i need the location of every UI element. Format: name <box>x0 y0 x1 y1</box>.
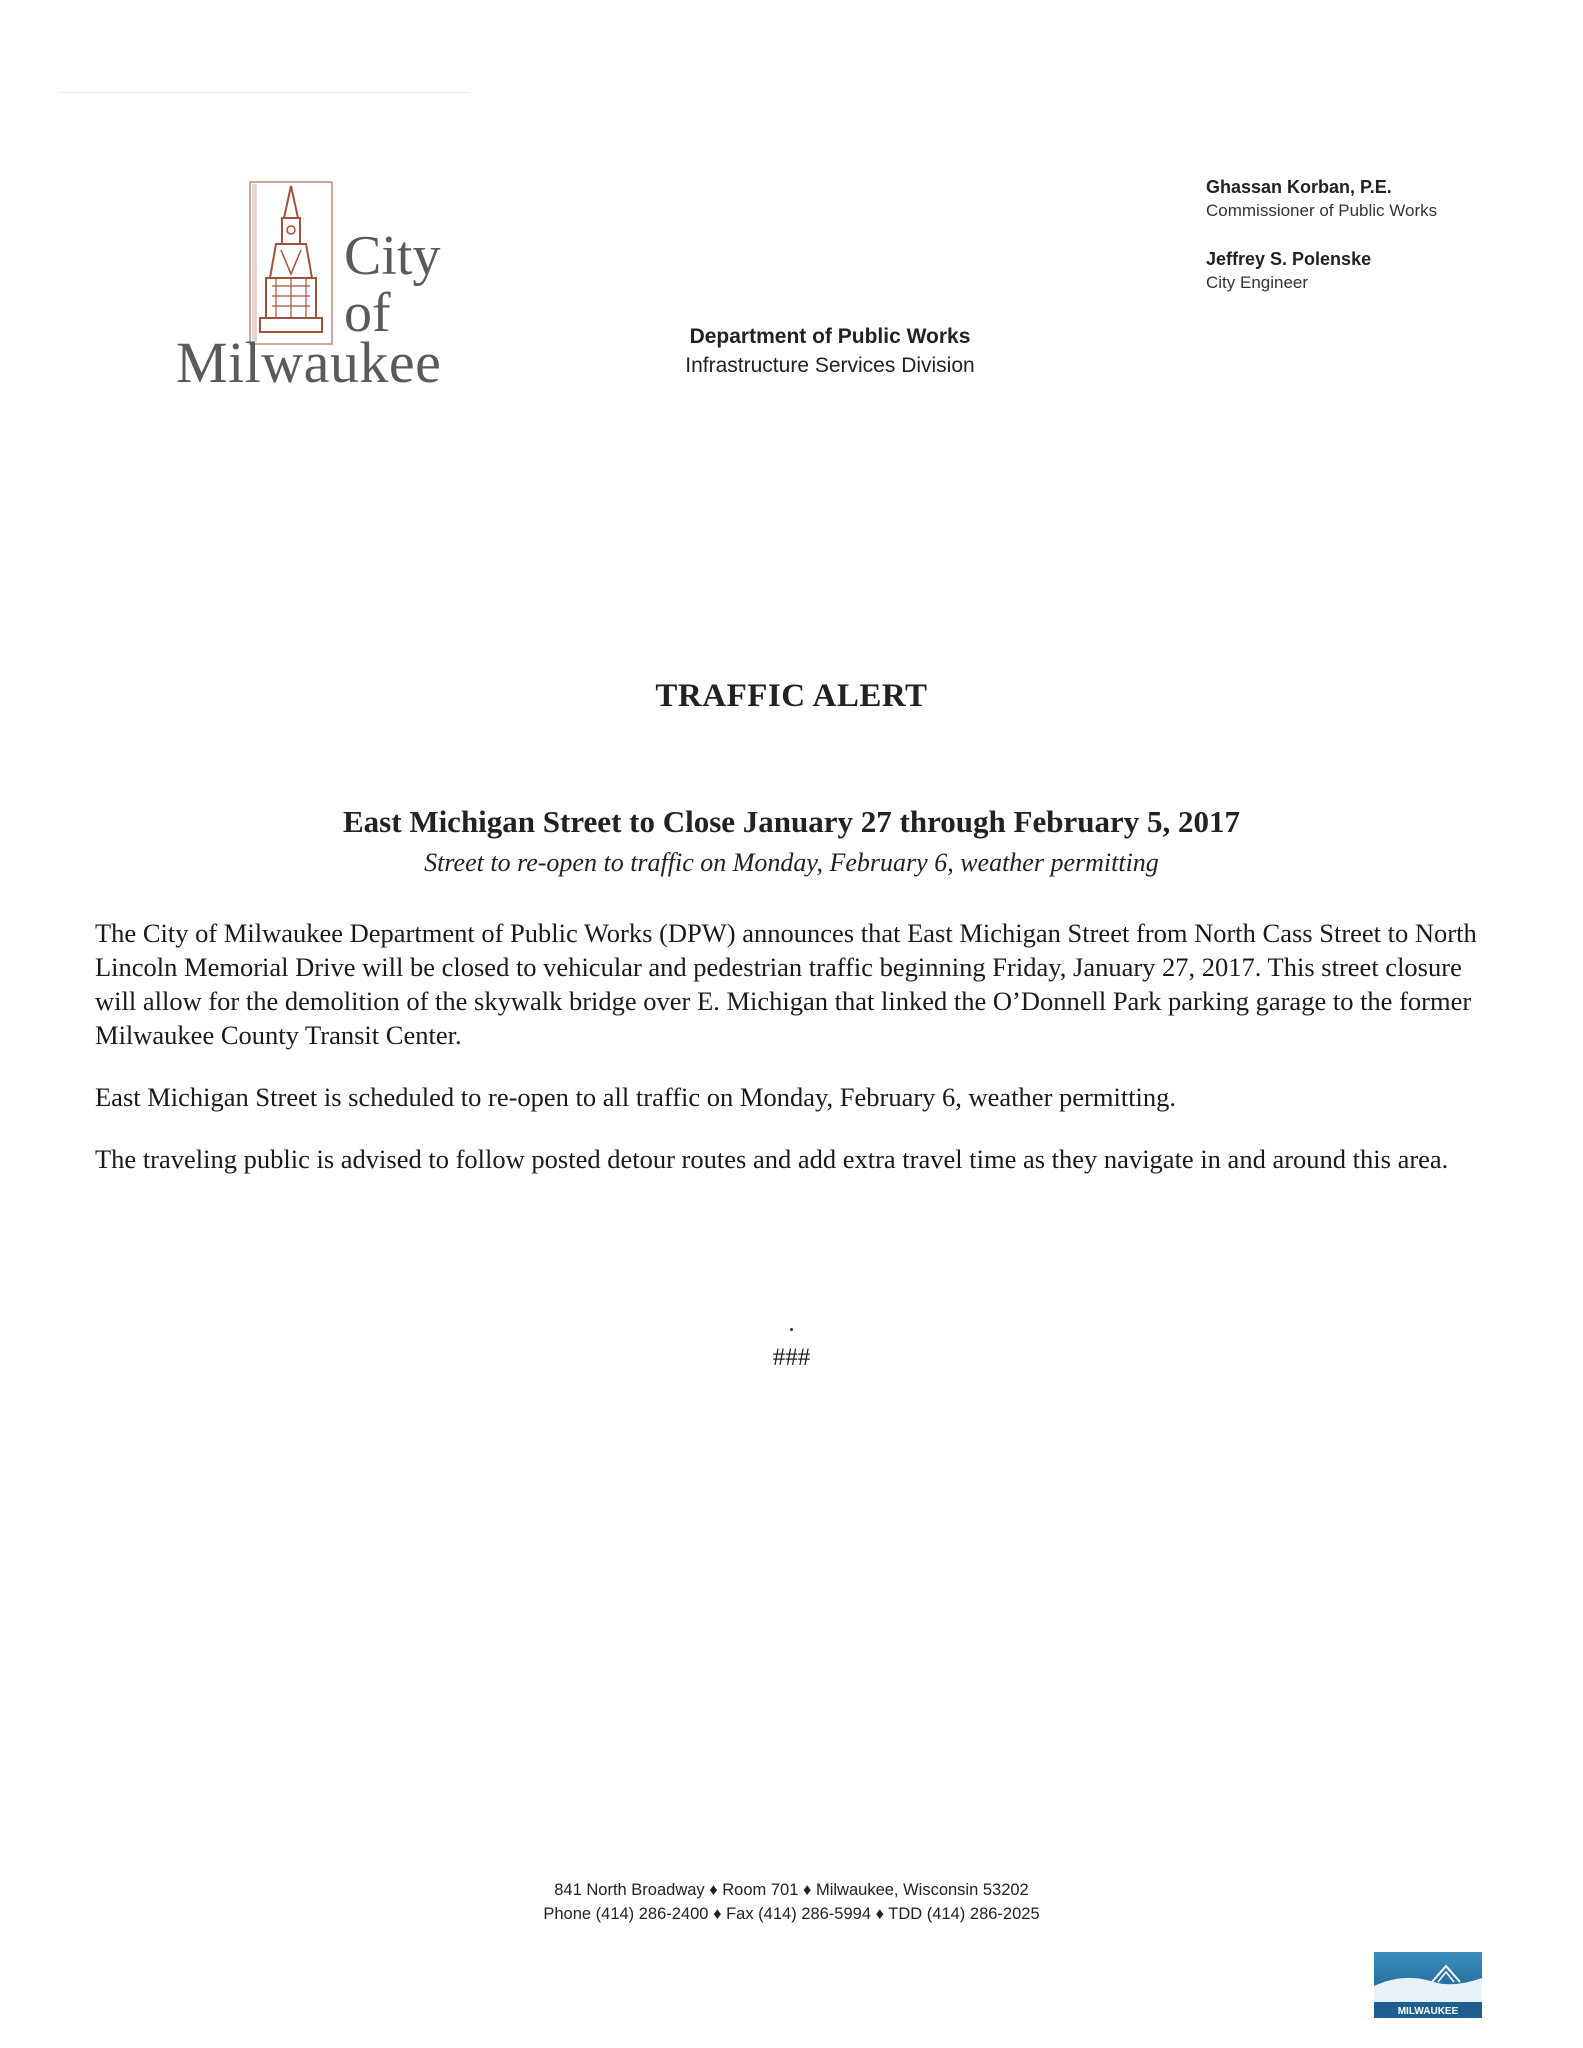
footer-address: 841 North Broadway ♦ Room 701 ♦ Milwaukee, Wisconsin 53202 <box>554 1881 1029 1899</box>
logo-text-milwaukee: Milwaukee <box>176 330 442 395</box>
official-name: Ghassan Korban, P.E. <box>1206 177 1392 197</box>
traffic-alert-title: TRAFFIC ALERT <box>655 678 928 714</box>
logo-text-of: of <box>344 282 391 344</box>
body-text <box>95 916 1490 1204</box>
scan-artifact-line <box>60 92 470 93</box>
official-title: City Engineer <box>1206 273 1309 292</box>
body-paragraph-2: East Michigan Street is scheduled to re-open to all traffic on Monday, February 6, weather permitting. <box>95 1082 1177 1112</box>
official-name: Jeffrey S. Polenske <box>1206 249 1372 269</box>
official-title: Commissioner of Public Works <box>1206 201 1438 220</box>
official-commissioner <box>1206 176 1536 222</box>
body-paragraph-1: The City of Milwaukee Department of Public Works (DPW) announces that East Michigan Street from North Cass Street to North Lincoln Memorial Drive will be closed to vehicular and pedestrian traffic beginning Friday, January 27, 2017. This street closure will allow for the demolition of the skywalk bridge over E. Michigan that linked the O’Donnell Park parking garage to the former Milwaukee County Transit Center. <box>95 918 1477 1050</box>
footer-contact: Phone (414) 286-2400 ♦ Fax (414) 286-5994 ♦ TDD (414) 286-2025 <box>543 1905 1040 1923</box>
corner-logo-text: MILWAUKEE <box>1397 2006 1459 2017</box>
city-hall-tower-icon <box>246 178 336 348</box>
logo-text-city: City <box>344 225 441 287</box>
department-name: Department of Public Works <box>689 325 971 348</box>
footer <box>0 1878 1583 1926</box>
city-of-milwaukee-logo <box>176 178 466 395</box>
headline: East Michigan Street to Close January 27 through February 5, 2017 <box>343 804 1240 839</box>
department-division: Infrastructure Services Division <box>685 354 975 377</box>
official-city-engineer <box>1206 248 1536 294</box>
subheadline: Street to re-open to traffic on Monday, February 6, weather permitting <box>424 848 1159 877</box>
end-mark: ### <box>772 1344 811 1371</box>
officials-list <box>1206 176 1536 320</box>
body-paragraph-3: The traveling public is advised to follow posted detour routes and add extra travel time as they navigate in and around this area. <box>95 1144 1449 1174</box>
milwaukee-brand-logo-icon <box>1374 1952 1482 2018</box>
scan-dot-artifact <box>790 1328 793 1331</box>
department-block <box>620 322 1040 380</box>
